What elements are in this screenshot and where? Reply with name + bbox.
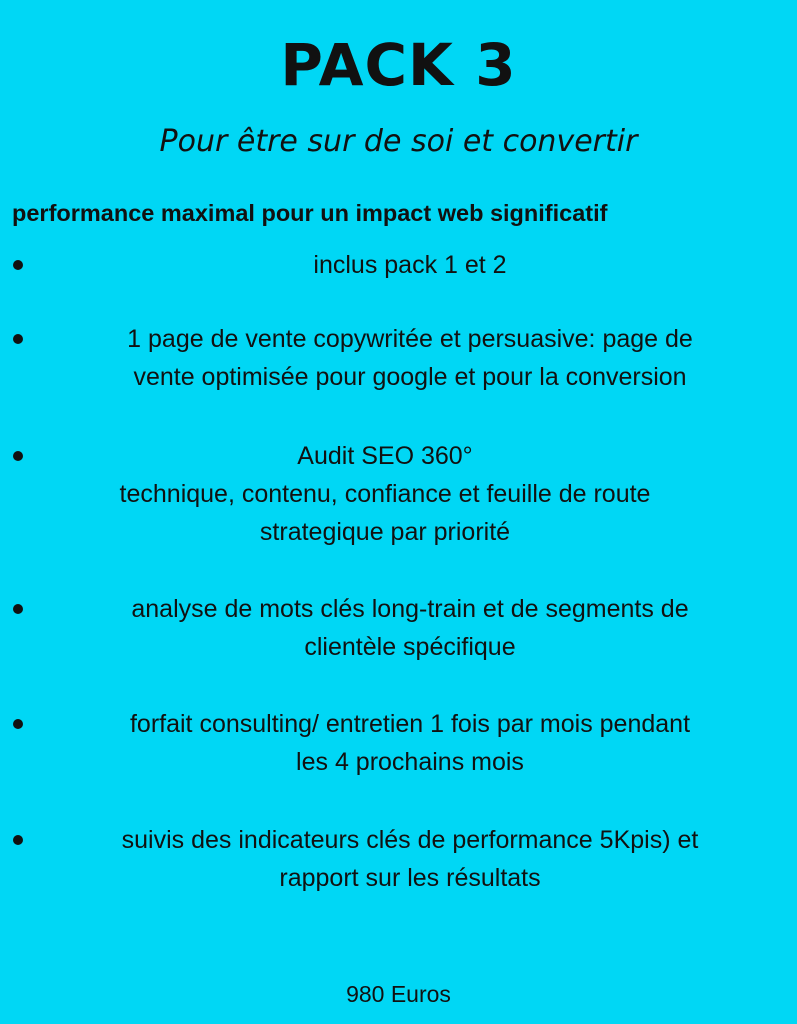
page-title: PACK 3 bbox=[280, 31, 517, 99]
list-item-text bbox=[40, 246, 780, 284]
list-item-line: inclus pack 1 et 2 bbox=[313, 251, 507, 279]
list-item-text bbox=[40, 320, 780, 396]
bullet-dot-icon bbox=[13, 334, 23, 344]
list-item-line: Audit SEO 360° bbox=[297, 442, 473, 470]
list-item-line: analyse de mots clés long-train et de segments de bbox=[131, 595, 689, 623]
price: 980 Euros bbox=[346, 981, 451, 1007]
bullet-dot-icon bbox=[13, 260, 23, 270]
headline: performance maximal pour un impact web significatif bbox=[12, 200, 608, 226]
bullet-dot-icon bbox=[13, 719, 23, 729]
list-item-line: rapport sur les résultats bbox=[279, 864, 541, 892]
list-item-text bbox=[0, 437, 770, 551]
list-item-text bbox=[40, 821, 780, 897]
subtitle: Pour être sur de soi et convertir bbox=[159, 124, 638, 159]
bullet-dot-icon bbox=[13, 835, 23, 845]
list-item-line: forfait consulting/ entretien 1 fois par mois pendant bbox=[129, 710, 691, 738]
list-item-line: suivis des indicateurs clés de performance 5Kpis) et bbox=[121, 826, 699, 854]
list-item-line: clientèle spécifique bbox=[304, 633, 516, 661]
list-item-text bbox=[40, 590, 780, 666]
list-item-text bbox=[40, 705, 780, 781]
list-item-line: vente optimisée pour google et pour la conversion bbox=[133, 363, 687, 391]
list-item-line: les 4 prochains mois bbox=[296, 748, 524, 776]
list-item-line: 1 page de vente copywritée et persuasive: page de bbox=[127, 325, 693, 353]
list-item-line: strategique par priorité bbox=[259, 518, 511, 546]
bullet-dot-icon bbox=[13, 604, 23, 614]
list-item-line: technique, contenu, confiance et feuille de route bbox=[119, 480, 651, 508]
